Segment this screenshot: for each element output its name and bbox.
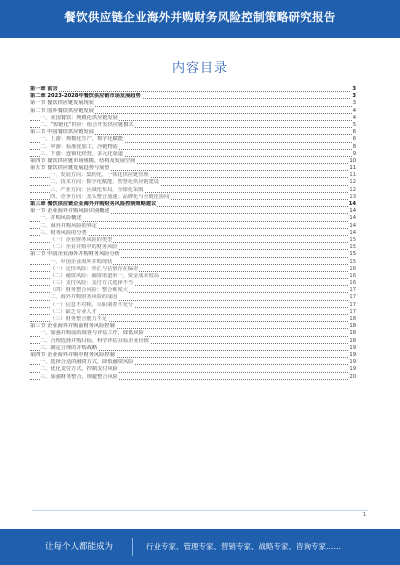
toc-entry-page: 14 xyxy=(349,222,356,229)
toc-entry[interactable] xyxy=(30,345,356,352)
toc-entry-page: 17 xyxy=(349,294,356,301)
toc-entry[interactable] xyxy=(30,259,356,266)
toc-entry-label: 二、合理选择并购目标，科学评估目标企业价值 xyxy=(40,337,149,344)
toc-entry[interactable] xyxy=(30,330,356,337)
toc-dot-leader xyxy=(30,91,356,92)
toc-entry[interactable] xyxy=(30,108,356,115)
toc-entry-label: （一）信息不对称，尽职调查不充分 xyxy=(50,301,134,308)
toc-entry-label: 第三节 企业海外并购前财务风险控制 xyxy=(30,323,115,330)
toc-entry[interactable] xyxy=(30,266,356,273)
toc-entry-label: （二）企业并购中的财务风险 xyxy=(50,244,118,251)
toc-entry[interactable] xyxy=(30,273,356,280)
toc-entry-page: 14 xyxy=(348,201,356,207)
toc-entry[interactable] xyxy=(30,194,356,201)
toc-entry-page: 19 xyxy=(349,344,356,351)
toc-entry-label: 第五节 餐饮供应链发展趋势与展望 xyxy=(30,165,110,172)
toc-entry-page: 9 xyxy=(352,150,356,157)
toc-entry-label: （三）支付风险：支付方式选择不当 xyxy=(50,280,134,287)
toc-entry-label: 二、“短链化”供应：组合开发供应链模式 xyxy=(40,121,134,128)
toc-entry-label: （二）融资风险：融资渠道单一，资金成本较高 xyxy=(50,272,159,279)
toc-entry[interactable] xyxy=(30,374,356,381)
toc-entry-label: 三、加强财务整合，规避整合风险 xyxy=(40,373,118,380)
toc-entry-page: 4 xyxy=(352,107,356,114)
toc-entry-page: 11 xyxy=(349,165,356,172)
toc-entry-page: 18 xyxy=(349,330,356,337)
toc-entry-page: 17 xyxy=(349,308,356,315)
toc-entry-page: 18 xyxy=(349,337,356,344)
toc-entry-page: 12 xyxy=(349,179,356,186)
toc-entry-label: （四）财务整合风险：整合难度大 xyxy=(50,287,128,294)
toc-entry-label: 第二章 2023-2028年餐饮供应链市场发展趋势 xyxy=(30,93,141,100)
toc-entry-page: 6 xyxy=(352,136,356,143)
toc-entry-label: 二、海外并购风险的界定 xyxy=(40,222,98,229)
toc-entry-page: 8 xyxy=(352,143,356,150)
toc-entry[interactable] xyxy=(30,366,356,373)
toc-entry-page: 3 xyxy=(352,86,356,92)
toc-entry-label: 一、美国餐饮：规模化供应链发展 xyxy=(40,114,118,121)
toc-entry[interactable] xyxy=(30,136,356,143)
toc-entry[interactable] xyxy=(30,115,356,122)
toc-entry[interactable] xyxy=(30,223,356,230)
toc-entry[interactable] xyxy=(30,179,356,186)
toc-entry-page: 18 xyxy=(349,323,356,330)
toc-entry-label: 三、财务风险的分类 xyxy=(40,229,87,236)
toc-entry-page: 5 xyxy=(352,121,356,128)
toc-entry-label: 二、技术方向：数字化赋能，智慧化供应链建设 xyxy=(50,179,159,186)
toc-entry-page: 17 xyxy=(349,287,356,294)
toc-entry-page: 4 xyxy=(352,114,356,121)
toc-entry-label: 一、选择合适的融资方式，降低融资风险 xyxy=(40,359,134,366)
toc-entry-page: 15 xyxy=(349,236,356,243)
footer-slogan: 让每个人都能成为 xyxy=(45,542,114,552)
toc-entry-label: 第一章 前言 xyxy=(30,86,58,92)
toc-entry-page: 17 xyxy=(349,301,356,308)
report-title: 餐饮供应链企业海外并购财务风险控制策略研究报告 xyxy=(64,10,336,24)
toc-entry-page: 15 xyxy=(349,258,356,265)
toc-entry-page: 14 xyxy=(349,208,356,215)
toc-entry-label: 第三章 餐饮供应链企业海外并购财务风险控制策略建议 xyxy=(30,201,157,207)
toc-entry[interactable] xyxy=(30,86,356,93)
toc-entry-label: 第一节 企业海外并购风险识别概述 xyxy=(30,208,110,215)
toc-entry[interactable] xyxy=(30,251,356,258)
toc-entry-page: 19 xyxy=(349,359,356,366)
toc-entry[interactable] xyxy=(30,294,356,301)
toc-entry-page: 19 xyxy=(349,351,356,358)
toc-entry-label: 三、制定合理的并购战略 xyxy=(40,344,98,351)
toc-entry-page: 15 xyxy=(349,251,356,258)
toc-entry[interactable] xyxy=(30,165,356,172)
toc-entry-page: 14 xyxy=(349,215,356,222)
toc-entry-label: 第三节 中国餐饮供应链发展 xyxy=(30,129,94,136)
toc-entry[interactable] xyxy=(30,215,356,222)
toc-entry-page: 12 xyxy=(349,186,356,193)
page-number: 1 xyxy=(362,512,366,518)
footer-separator xyxy=(132,538,133,556)
toc-entry[interactable] xyxy=(30,187,356,194)
table-of-contents xyxy=(30,86,356,381)
toc-entry[interactable] xyxy=(30,129,356,136)
toc-entry-label: 第二节 国外餐饮供应链发展 xyxy=(30,107,94,114)
toc-entry[interactable] xyxy=(30,201,356,208)
toc-entry-label: 第四节 企业海外并购中财务风险控制 xyxy=(30,351,115,358)
toc-entry-label: （二）缺乏专业人才 xyxy=(50,308,97,315)
report-header-bar xyxy=(0,0,400,38)
toc-entry-label: （三）财务整合能力不足 xyxy=(50,316,108,322)
toc-entry[interactable] xyxy=(30,338,356,345)
toc-entry-label: 一、并购风险概述 xyxy=(40,215,82,222)
toc-entry-page: 13 xyxy=(349,193,356,200)
toc-entry-page: 11 xyxy=(349,172,356,179)
toc-entry[interactable] xyxy=(30,100,356,107)
toc-entry[interactable] xyxy=(30,287,356,294)
toc-entry-page: 14 xyxy=(349,229,356,236)
toc-entry-label: 二、优化支付方式，控制支付风险 xyxy=(40,366,118,373)
toc-entry-page: 3 xyxy=(352,100,356,107)
toc-entry[interactable] xyxy=(30,93,356,100)
toc-entry[interactable] xyxy=(30,352,356,359)
toc-entry[interactable] xyxy=(30,122,356,129)
toc-entry-label: （一）企业财务风险的类型 xyxy=(50,236,113,243)
toc-entry-label: 三、下游：连锁化经营，多元化渠道 xyxy=(40,150,124,157)
toc-entry[interactable] xyxy=(30,309,356,316)
toc-entry-label: 第一节 餐饮供应链发展现状 xyxy=(30,100,94,107)
toc-entry-page: 18 xyxy=(349,316,356,322)
footer-tagline: 行业专家、管理专家、营销专家、战略专家、咨询专家…… xyxy=(146,542,341,551)
toc-entry[interactable] xyxy=(30,237,356,244)
toc-entry[interactable] xyxy=(30,280,356,287)
toc-entry-page: 19 xyxy=(349,366,356,373)
toc-entry[interactable] xyxy=(30,158,356,165)
toc-entry-page: 3 xyxy=(352,93,356,100)
toc-entry-label: 二、中游：标准化加工，冷链物流 xyxy=(40,143,118,150)
footer-divider xyxy=(32,510,368,511)
toc-entry[interactable] xyxy=(30,323,356,330)
toc-entry-page: 20 xyxy=(349,373,356,380)
toc-entry-label: 一、加强并购前的调查与评估工作，降低风险 xyxy=(40,330,144,337)
toc-entry[interactable] xyxy=(30,151,356,158)
toc-entry-label: 第四节 餐饮供应链市场规模、结构及发展空间 xyxy=(30,157,136,164)
toc-entry-page: 16 xyxy=(349,280,356,287)
toc-entry-label: 三、产业方向：区域化布局，全球化采购 xyxy=(50,186,144,193)
toc-entry[interactable] xyxy=(30,316,356,323)
toc-entry-page: 6 xyxy=(352,129,356,136)
toc-entry-page: 15 xyxy=(349,244,356,251)
toc-entry[interactable] xyxy=(30,302,356,309)
toc-entry[interactable] xyxy=(30,230,356,237)
toc-entry-label: 一、上游：规模化生产，数字化赋能 xyxy=(40,136,124,143)
toc-heading: 内容目录 xyxy=(171,61,228,76)
toc-entry-label: 四、竞争方向：龙头整合加速，品牌化与全链化协同 xyxy=(50,193,170,200)
toc-entry-page: 16 xyxy=(349,272,356,279)
toc-entry[interactable] xyxy=(30,244,356,251)
toc-entry-label: 一、中国企业海外并购现状 xyxy=(50,258,113,265)
toc-entry[interactable] xyxy=(30,172,356,179)
toc-entry[interactable] xyxy=(30,359,356,366)
footer-bar xyxy=(0,529,400,565)
toc-entry[interactable] xyxy=(30,144,356,151)
toc-entry-label: 一、发展方向：集约化、一体化供应链管理 xyxy=(50,172,149,179)
toc-entry-label: （一）定价风险：外汇与估值存在偏差 xyxy=(50,265,139,272)
toc-entry-label: 二、海外并购财务风险的成因 xyxy=(50,294,118,301)
toc-entry-page: 10 xyxy=(349,157,356,164)
toc-entry-page: 16 xyxy=(349,265,356,272)
toc-entry[interactable] xyxy=(30,208,356,215)
toc-entry-label: 第二节 中国企业海外并购财务风险分析 xyxy=(30,251,120,258)
